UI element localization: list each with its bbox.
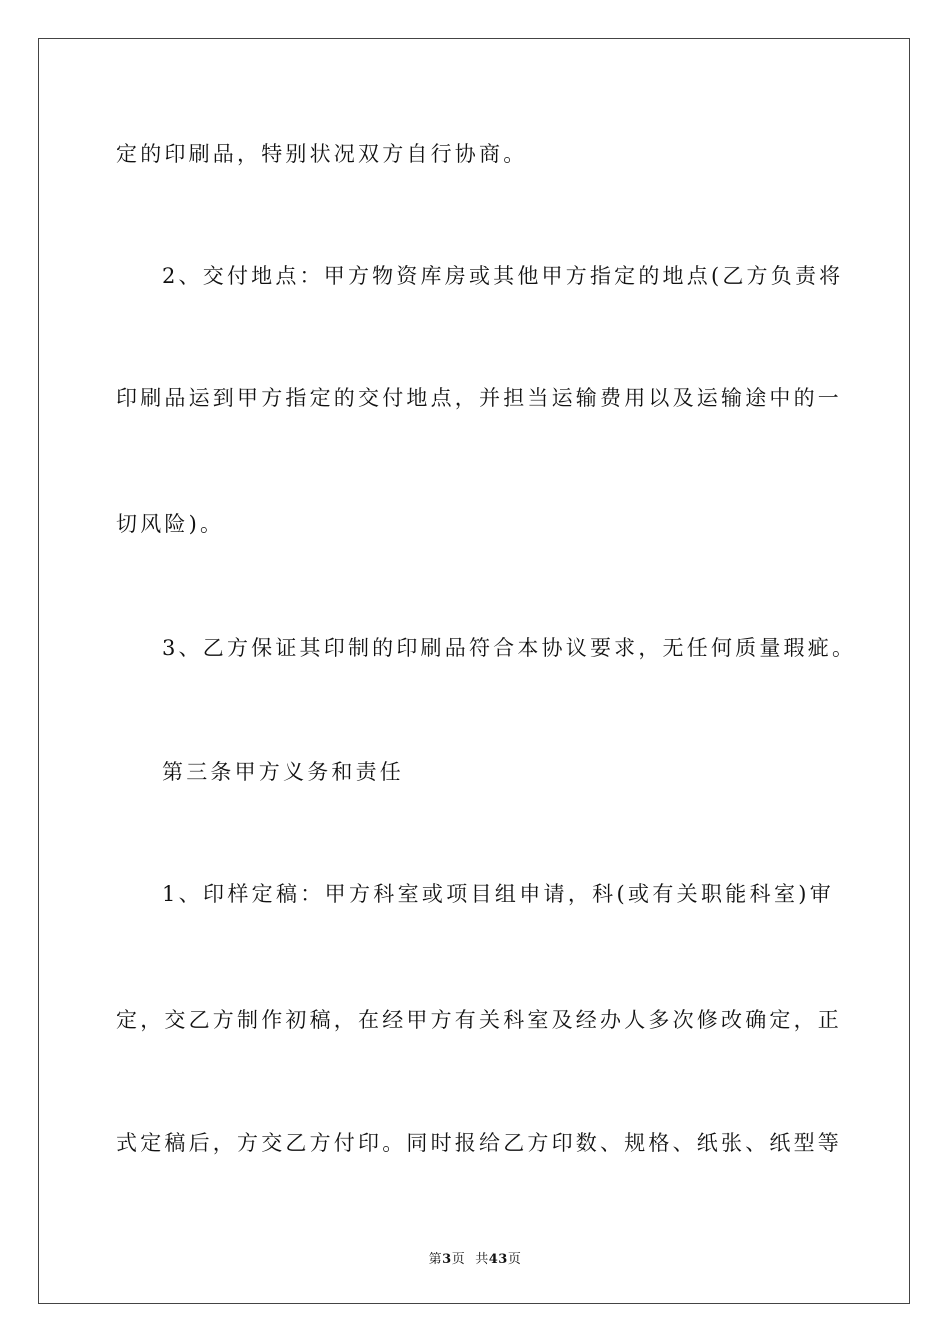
- paragraph-line-7: 1、印样定稿：甲方科室或项目组申请，科(或有关职能科室)审: [162, 882, 834, 906]
- total-prefix: 共: [475, 1252, 489, 1267]
- page-current-number: 3: [442, 1252, 452, 1267]
- section-heading: 第三条甲方义务和责任: [162, 760, 404, 784]
- page-frame: [38, 38, 910, 1304]
- page-footer: [0, 1248, 950, 1267]
- paragraph-line-5: 3、乙方保证其印制的印刷品符合本协议要求，无任何质量瑕疵。: [162, 636, 857, 660]
- paragraph-line-4: 切风险)。: [116, 512, 225, 536]
- paragraph-line-9: 式定稿后，方交乙方付印。同时报给乙方印数、规格、纸张、纸型等: [116, 1131, 842, 1155]
- total-suffix: 页: [507, 1252, 522, 1267]
- page-suffix: 页: [451, 1252, 466, 1267]
- paragraph-line-3: 印刷品运到甲方指定的交付地点，并担当运输费用以及运输途中的一: [116, 386, 842, 410]
- paragraph-line-1: 定的印刷品，特别状况双方自行协商。: [116, 142, 528, 166]
- page-total-number: 43: [488, 1252, 508, 1267]
- paragraph-line-2: 2、交付地点：甲方物资库房或其他甲方指定的地点(乙方负责将: [162, 264, 844, 288]
- page-prefix: 第: [428, 1252, 443, 1267]
- paragraph-line-8: 定，交乙方制作初稿，在经甲方有关科室及经办人多次修改确定，正: [116, 1008, 842, 1032]
